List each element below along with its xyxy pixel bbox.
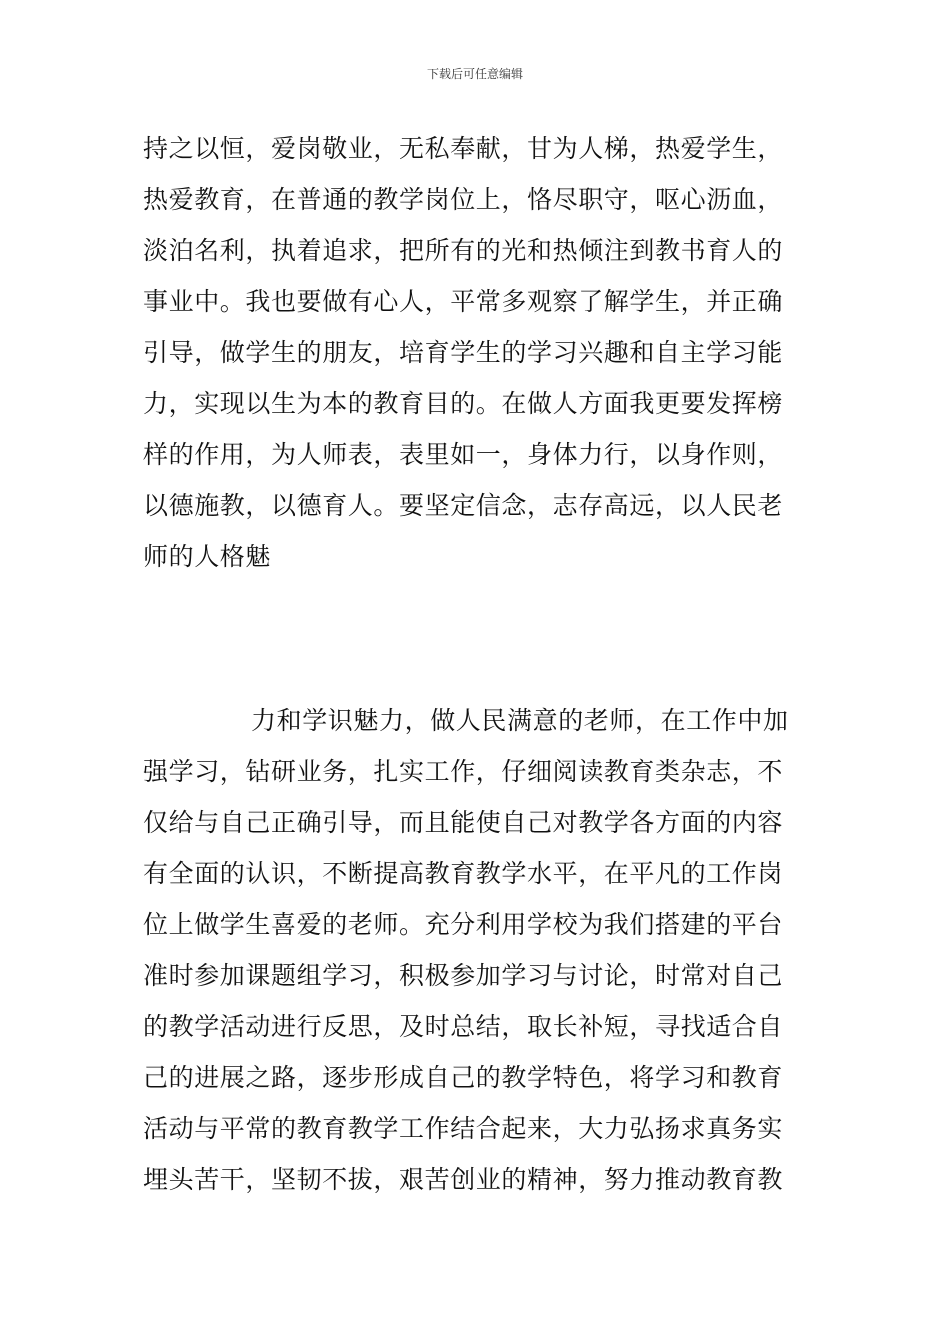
- text-line: 引导，做学生的朋友，培育学生的学习兴趣和自主学习能: [143, 338, 784, 367]
- text-line: 事业中。我也要做有心人，平常多观察了解学生，并正确: [143, 287, 784, 316]
- text-line: 淡泊名利，执着追求，把所有的光和热倾注到教书育人的: [143, 236, 784, 265]
- body-paragraph-1: [143, 123, 823, 582]
- text-line: 活动与平常的教育教学工作结合起来，大力弘扬求真务实: [143, 1114, 784, 1143]
- text-line: 的教学活动进行反思，及时总结，取长补短，寻找适合自: [143, 1012, 784, 1041]
- text-line: 埋头苦干，坚韧不拔，艰苦创业的精神，努力推动教育教: [143, 1165, 784, 1194]
- page-header: 下载后可任意编辑: [426, 67, 523, 81]
- text-line: 准时参加课题组学习，积极参加学习与讨论，时常对自己: [143, 961, 784, 990]
- text-line: 样的作用，为人师表，表里如一，身体力行，以身作则，: [143, 440, 784, 469]
- text-line: 强学习，钻研业务，扎实工作，仔细阅读教育类杂志，不: [143, 757, 784, 786]
- text-line: 热爱教育，在普通的教学岗位上，恪尽职守，呕心沥血，: [143, 185, 784, 214]
- text-line: 师的人格魅: [143, 542, 272, 571]
- text-line: 仅给与自己正确引导，而且能使自己对教学各方面的内容: [143, 808, 784, 837]
- text-line: 有全面的认识，不断提高教育教学水平，在平凡的工作岗: [143, 859, 784, 888]
- text-line: 己的进展之路，逐步形成自己的教学特色，将学习和教育: [143, 1063, 784, 1092]
- text-line-indented: 力和学识魅力，做人民满意的老师，在工作中加: [251, 706, 789, 735]
- text-line: 持之以恒，爱岗敬业，无私奉献，甘为人梯，热爱学生，: [143, 134, 784, 163]
- text-line: 以德施教，以德育人。要坚定信念，志存高远，以人民老: [143, 491, 784, 520]
- text-line: 力，实现以生为本的教育目的。在做人方面我更要发挥榜: [143, 389, 784, 418]
- body-paragraph-2: [143, 695, 823, 1205]
- text-line: 位上做学生喜爱的老师。充分利用学校为我们搭建的平台: [143, 910, 784, 939]
